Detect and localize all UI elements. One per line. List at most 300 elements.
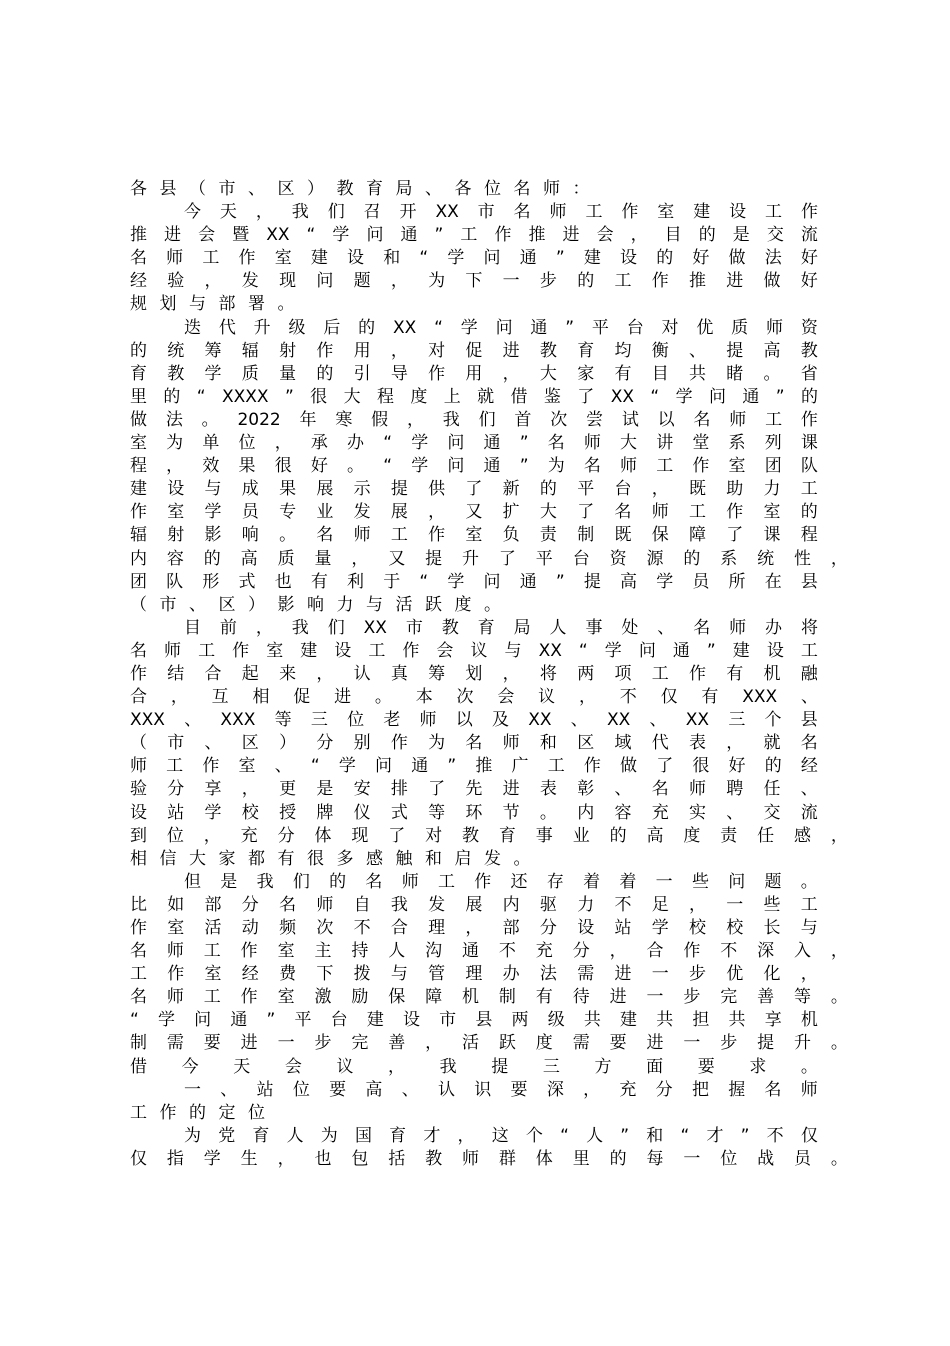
- paragraph-line: [130, 1148, 848, 1171]
- glyph: 果: [279, 479, 297, 500]
- glyph: 别: [353, 733, 371, 754]
- glyph: 等: [428, 802, 446, 823]
- glyph: 我: [390, 894, 408, 915]
- glyph: 仅: [130, 1148, 147, 1169]
- glyph: 专: [279, 502, 297, 523]
- glyph: 统: [757, 548, 775, 569]
- glyph: 室: [277, 941, 295, 962]
- glyph: 师: [462, 1148, 480, 1169]
- glyph: 内: [502, 894, 520, 915]
- glyph: 辐: [241, 340, 259, 361]
- paragraph-line: [130, 1056, 818, 1079]
- glyph: 共: [583, 1010, 601, 1031]
- glyph: 目: [651, 363, 669, 384]
- glyph: ”: [519, 433, 529, 454]
- glyph: 通: [483, 433, 501, 454]
- glyph: 师: [800, 1079, 818, 1100]
- glyph: 法: [764, 248, 782, 269]
- glyph: 室: [657, 202, 675, 223]
- glyph: 推: [688, 271, 706, 292]
- glyph: 、: [248, 179, 278, 199]
- glyph: 享: [204, 779, 222, 800]
- glyph: 各: [130, 179, 160, 199]
- glyph: 个: [764, 710, 782, 731]
- glyph: 问: [728, 871, 746, 892]
- glyph: 区: [577, 733, 595, 754]
- glyph: 经: [241, 964, 259, 985]
- glyph: 是: [732, 225, 750, 246]
- glyph: 不: [766, 1125, 784, 1146]
- glyph: 级: [547, 1010, 565, 1031]
- glyph: 作: [232, 640, 250, 661]
- document-body: [130, 178, 848, 1171]
- paragraph-line: [130, 432, 818, 455]
- glyph: 些: [691, 871, 709, 892]
- glyph: “: [680, 1125, 690, 1146]
- glyph: XX: [528, 710, 552, 731]
- paragraph-p2: [130, 317, 848, 617]
- glyph: XX: [538, 640, 562, 661]
- glyph: 提: [425, 548, 443, 569]
- glyph: 师: [353, 525, 371, 546]
- glyph: 事: [535, 825, 553, 846]
- glyph: 、: [570, 710, 588, 731]
- glyph: 化: [763, 964, 781, 985]
- glyph: 分: [241, 894, 259, 915]
- glyph: 建: [732, 640, 750, 661]
- glyph: 师: [166, 987, 184, 1008]
- glyph: 通: [742, 386, 760, 407]
- glyph: 。: [763, 363, 781, 384]
- glyph: 学: [651, 918, 669, 938]
- glyph: 作: [202, 756, 220, 777]
- glyph: ，: [465, 918, 483, 938]
- glyph: 分: [655, 1079, 673, 1100]
- glyph: 大: [189, 848, 219, 869]
- glyph: XX: [363, 617, 387, 638]
- glyph: ，: [609, 941, 627, 962]
- glyph: ”: [775, 386, 785, 407]
- glyph: 课: [763, 525, 781, 546]
- glyph: 仅: [800, 1125, 818, 1146]
- glyph: 我: [256, 871, 274, 892]
- glyph: 推: [475, 756, 493, 777]
- glyph: 体: [535, 1148, 553, 1169]
- glyph: 划: [465, 663, 483, 684]
- glyph: 、: [657, 617, 675, 638]
- glyph: 都: [248, 848, 278, 869]
- glyph: 形: [202, 571, 220, 592]
- glyph: 群: [498, 1148, 516, 1169]
- glyph: 共: [728, 1010, 746, 1031]
- glyph: 很: [692, 756, 710, 777]
- paragraph-line: [130, 1125, 818, 1148]
- glyph: 认: [437, 1079, 455, 1100]
- glyph: 2022: [237, 409, 281, 430]
- glyph: 担: [692, 1010, 710, 1031]
- glyph: 作: [130, 502, 147, 523]
- glyph: ”: [284, 386, 294, 407]
- glyph: 交: [766, 225, 784, 246]
- glyph: “: [306, 225, 316, 246]
- glyph: 排: [390, 779, 408, 800]
- glyph: 为: [184, 1125, 201, 1146]
- glyph: 结: [167, 663, 185, 684]
- glyph: 容: [166, 548, 184, 569]
- glyph: 定: [218, 1102, 248, 1123]
- glyph: 名: [651, 779, 669, 800]
- glyph: 任: [763, 779, 781, 800]
- glyph: 作: [428, 363, 446, 384]
- glyph: 部: [502, 918, 520, 938]
- glyph: 进: [334, 687, 352, 708]
- glyph: 队: [166, 571, 184, 592]
- glyph: ，: [241, 779, 259, 800]
- glyph: 程: [800, 525, 818, 546]
- glyph: ”: [565, 317, 575, 338]
- glyph: 名: [130, 987, 147, 1008]
- glyph: 育: [252, 1125, 270, 1146]
- glyph: 里: [130, 386, 147, 407]
- glyph: 激: [314, 987, 332, 1008]
- glyph: 到: [130, 825, 147, 846]
- glyph: 将: [800, 617, 818, 638]
- glyph: 题: [764, 871, 782, 892]
- glyph: 还: [510, 871, 528, 892]
- glyph: 不: [720, 941, 738, 962]
- glyph: 、: [189, 594, 219, 615]
- glyph: 师: [620, 456, 638, 477]
- glyph: 分: [316, 733, 334, 754]
- glyph: 两: [577, 663, 595, 684]
- glyph: “: [419, 571, 429, 592]
- glyph: 好: [728, 756, 746, 777]
- glyph: 又: [465, 502, 483, 523]
- paragraph-line: [130, 317, 818, 340]
- glyph: 经: [800, 756, 818, 777]
- glyph: 彰: [577, 779, 595, 800]
- glyph: 力: [763, 479, 781, 500]
- glyph: 师: [166, 941, 184, 962]
- glyph: 区: [218, 594, 248, 615]
- glyph: ”: [555, 571, 565, 592]
- glyph: 、: [800, 779, 818, 800]
- glyph: 的: [609, 1148, 627, 1169]
- glyph: ，: [390, 271, 408, 292]
- glyph: 作: [692, 456, 710, 477]
- glyph: ，: [277, 1148, 295, 1169]
- glyph: “: [130, 1010, 139, 1031]
- glyph: 教: [336, 179, 366, 199]
- glyph: 里: [572, 1148, 590, 1169]
- glyph: 。: [347, 456, 365, 477]
- glyph: 合: [646, 941, 664, 962]
- glyph: “: [383, 456, 393, 477]
- glyph: 区: [241, 733, 259, 754]
- glyph: 工: [688, 502, 706, 523]
- glyph: ，: [830, 825, 848, 846]
- glyph: 三: [310, 710, 328, 731]
- glyph: 。: [830, 1148, 848, 1169]
- glyph: 工: [547, 756, 565, 777]
- glyph: 县: [159, 179, 189, 199]
- glyph: 任: [757, 825, 775, 846]
- glyph: 机: [462, 987, 480, 1008]
- glyph: 议: [336, 1056, 354, 1077]
- glyph: 性: [794, 548, 812, 569]
- glyph: “: [578, 640, 588, 661]
- glyph: 制: [130, 1033, 147, 1054]
- glyph: 才: [423, 1125, 441, 1146]
- glyph: ”: [519, 456, 529, 477]
- glyph: 国: [354, 1125, 372, 1146]
- glyph: 后: [323, 317, 341, 338]
- glyph: 相: [130, 848, 160, 869]
- glyph: 做: [130, 409, 147, 430]
- glyph: 把: [691, 1079, 709, 1100]
- glyph: 设: [167, 479, 185, 500]
- glyph: ，: [170, 687, 188, 708]
- glyph: 为: [428, 271, 446, 292]
- glyph: 位: [248, 1102, 278, 1123]
- glyph: ，: [203, 825, 221, 846]
- glyph: 对: [661, 317, 679, 338]
- glyph: 会: [198, 225, 216, 246]
- glyph: 促: [293, 687, 311, 708]
- glyph: 人: [549, 617, 567, 638]
- glyph: 人: [286, 1125, 304, 1146]
- glyph: 工: [765, 202, 783, 223]
- glyph: 辐: [130, 525, 147, 546]
- glyph: 充: [619, 1079, 637, 1100]
- glyph: 工: [166, 756, 184, 777]
- glyph: 学: [656, 571, 674, 592]
- glyph: 交: [763, 802, 781, 823]
- glyph: 善: [757, 987, 775, 1008]
- glyph: 保: [651, 525, 669, 546]
- glyph: 感: [366, 848, 396, 869]
- glyph: XX: [392, 317, 417, 338]
- paragraph-line: [130, 478, 818, 501]
- glyph: 们: [327, 617, 345, 638]
- glyph: 室: [238, 756, 256, 777]
- glyph: 三: [542, 1056, 560, 1077]
- glyph: 台: [626, 317, 644, 338]
- glyph: 责: [539, 525, 557, 546]
- glyph: 我: [442, 409, 460, 430]
- glyph: 在: [764, 571, 782, 592]
- glyph: 师: [419, 710, 437, 731]
- glyph: ，: [166, 456, 184, 477]
- glyph: ，: [800, 964, 818, 985]
- glyph: ，: [390, 340, 408, 361]
- glyph: 和: [539, 733, 557, 754]
- glyph: 的: [764, 756, 782, 777]
- glyph: 通: [530, 317, 548, 338]
- paragraph-line: [130, 686, 818, 709]
- glyph: 平: [591, 317, 609, 338]
- paragraph-line: [130, 386, 818, 409]
- glyph: 各: [454, 179, 484, 199]
- glyph: 问: [638, 640, 656, 661]
- glyph: 响: [307, 594, 337, 615]
- glyph: 质: [731, 317, 749, 338]
- glyph: 与: [800, 918, 818, 938]
- glyph: 升: [794, 1033, 812, 1054]
- glyph: 学: [460, 317, 478, 338]
- glyph: 师: [543, 179, 573, 199]
- glyph: 通: [672, 640, 690, 661]
- glyph: 县: [475, 1010, 493, 1031]
- glyph: 师: [583, 433, 601, 454]
- glyph: 作: [651, 271, 669, 292]
- glyph: ）: [307, 179, 337, 199]
- glyph: 师: [316, 894, 334, 915]
- glyph: 师: [502, 733, 520, 754]
- glyph: 源: [646, 548, 664, 569]
- glyph: 三: [728, 710, 746, 731]
- paragraph-line: [130, 455, 818, 478]
- glyph: 通: [519, 248, 537, 269]
- glyph: 本: [415, 687, 433, 708]
- glyph: ，: [651, 479, 669, 500]
- glyph: 仪: [353, 802, 371, 823]
- glyph: 。: [800, 1056, 818, 1077]
- glyph: 列: [764, 433, 782, 454]
- glyph: ，: [428, 502, 446, 523]
- paragraph-line: [130, 224, 818, 247]
- glyph: 存: [546, 871, 564, 892]
- paragraph-line: [130, 409, 818, 432]
- glyph: 展: [465, 894, 483, 915]
- glyph: 名: [465, 733, 483, 754]
- glyph: 系: [728, 433, 746, 454]
- glyph: 式: [238, 571, 256, 592]
- glyph: 省: [800, 363, 818, 384]
- glyph: 一: [651, 964, 669, 985]
- glyph: 提: [757, 1033, 775, 1054]
- glyph: 师: [766, 317, 783, 338]
- glyph: 大: [539, 363, 557, 384]
- glyph: 市: [218, 179, 248, 199]
- glyph: 校: [688, 918, 706, 938]
- glyph: “: [650, 386, 660, 407]
- glyph: 工: [656, 456, 674, 477]
- glyph: 助: [726, 479, 744, 500]
- glyph: 项: [614, 663, 632, 684]
- glyph: 进: [614, 964, 632, 985]
- glyph: 等: [274, 710, 292, 731]
- glyph: 次: [550, 409, 568, 430]
- glyph: 我: [291, 202, 309, 223]
- glyph: 的: [163, 386, 181, 407]
- glyph: 室: [465, 525, 483, 546]
- glyph: 议: [538, 687, 556, 708]
- glyph: 一: [726, 894, 744, 915]
- glyph: 作: [238, 248, 256, 269]
- glyph: 度: [454, 594, 484, 615]
- glyph: 优: [726, 964, 744, 985]
- glyph: 工: [460, 225, 478, 246]
- glyph: 进: [562, 225, 580, 246]
- glyph: 学: [203, 1148, 221, 1169]
- glyph: 分: [539, 918, 557, 938]
- glyph: 提: [726, 340, 744, 361]
- glyph: 理: [465, 964, 483, 985]
- paragraph-line: [130, 986, 848, 1009]
- glyph: 名: [365, 871, 383, 892]
- glyph: ，: [830, 548, 848, 569]
- glyph: 了: [388, 825, 406, 846]
- glyph: 学: [332, 225, 350, 246]
- glyph: 的: [656, 248, 674, 269]
- glyph: ”: [434, 225, 444, 246]
- glyph: 的: [203, 548, 221, 569]
- glyph: 有: [535, 987, 553, 1008]
- glyph: 了: [465, 479, 483, 500]
- glyph: 升: [462, 548, 480, 569]
- glyph: 校: [726, 918, 744, 938]
- paragraph-line: [130, 363, 818, 386]
- paragraph-container: [130, 201, 848, 1171]
- glyph: 力: [577, 894, 595, 915]
- glyph: 握: [728, 1079, 746, 1100]
- glyph: 有: [277, 848, 307, 869]
- glyph: 验: [167, 271, 185, 292]
- glyph: ”: [740, 1125, 750, 1146]
- glyph: XX: [435, 202, 459, 223]
- glyph: 师: [166, 248, 184, 269]
- glyph: 了: [656, 756, 674, 777]
- glyph: 很: [307, 848, 337, 869]
- glyph: 安: [353, 779, 371, 800]
- glyph: 。: [830, 1033, 848, 1054]
- glyph: 触: [395, 848, 425, 869]
- glyph: 活: [462, 1033, 480, 1054]
- glyph: 管: [428, 964, 446, 985]
- glyph: 提: [491, 1056, 509, 1077]
- glyph: 迭: [184, 317, 201, 338]
- glyph: 育: [366, 179, 396, 199]
- glyph: 发: [484, 848, 514, 869]
- glyph: 队: [800, 456, 818, 477]
- paragraph-line: [130, 571, 818, 594]
- glyph: 面: [646, 1056, 664, 1077]
- glyph: 资: [609, 548, 627, 569]
- glyph: 建: [366, 1010, 384, 1031]
- paragraph-line: [130, 247, 818, 270]
- glyph: 学: [157, 1010, 175, 1031]
- glyph: 将: [539, 663, 557, 684]
- glyph: 一: [655, 871, 673, 892]
- glyph: 讲: [656, 433, 674, 454]
- glyph: 域: [614, 733, 632, 754]
- glyph: 了: [428, 779, 446, 800]
- glyph: 通: [519, 571, 537, 592]
- glyph: 首: [514, 409, 532, 430]
- glyph: “: [419, 248, 429, 269]
- glyph: 们: [292, 871, 310, 892]
- glyph: 很: [310, 386, 328, 407]
- glyph: 活: [204, 918, 222, 938]
- glyph: 问: [483, 248, 501, 269]
- glyph: 及: [492, 710, 510, 731]
- glyph: 式: [390, 802, 408, 823]
- glyph: 待: [572, 987, 590, 1008]
- glyph: 部: [204, 894, 222, 915]
- glyph: 问: [316, 271, 334, 292]
- glyph: 要: [510, 1079, 528, 1100]
